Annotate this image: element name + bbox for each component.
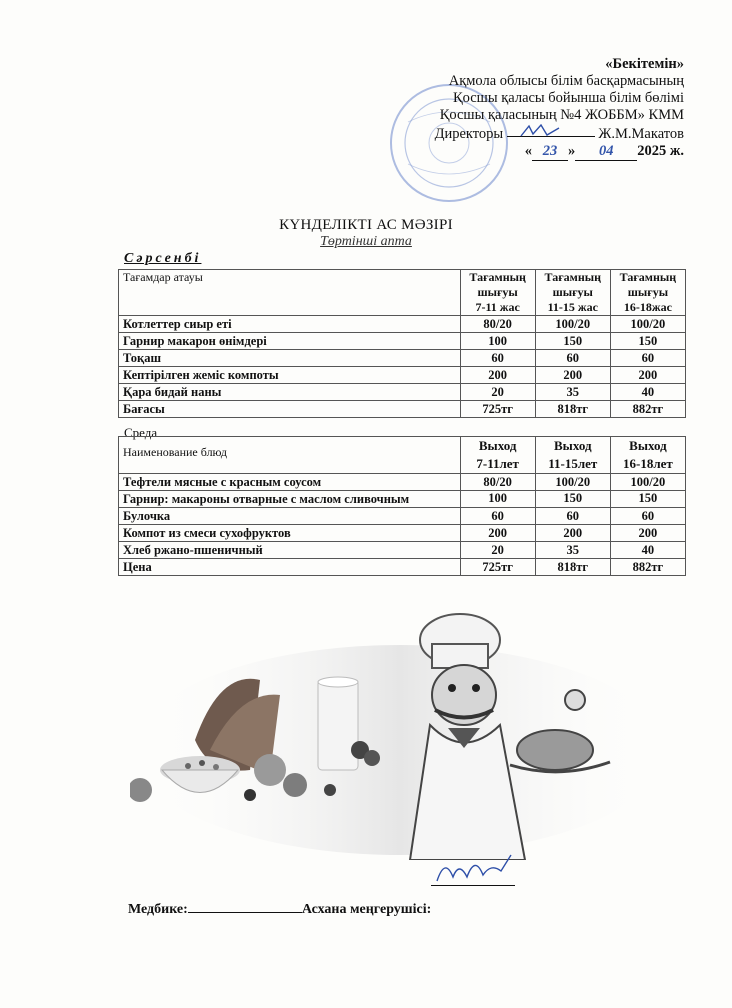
portion: 100 <box>460 333 535 350</box>
menu-table-kz <box>118 269 686 418</box>
price: 818тг <box>535 559 610 576</box>
dish-name: Кептірілген жеміс компоты <box>119 367 461 384</box>
portion: 100/20 <box>535 316 610 333</box>
dish-name: Гарнир: макароны отварные с маслом сливочным <box>119 491 461 508</box>
table-row <box>119 316 686 333</box>
portion: 200 <box>535 367 610 384</box>
portion: 200 <box>460 525 535 542</box>
dish-name: Булочка <box>119 508 461 525</box>
table-row <box>119 525 686 542</box>
price-row <box>119 401 686 418</box>
portion: 20 <box>460 384 535 401</box>
director-name: Ж.М.Макатов <box>598 126 684 142</box>
menu-table-ru <box>118 436 686 576</box>
price: 725тг <box>460 401 535 418</box>
director-label: Директоры <box>434 126 504 142</box>
portion: 150 <box>610 333 685 350</box>
portion: 100/20 <box>535 474 610 491</box>
page-subtitle: Төртінші апта <box>320 234 412 249</box>
dish-name: Котлеттер сиыр еті <box>119 316 461 333</box>
portion: 60 <box>460 508 535 525</box>
portion: 150 <box>535 333 610 350</box>
portion: 35 <box>535 384 610 401</box>
day-label-ru: Среда <box>124 425 158 440</box>
portion: 100/20 <box>610 474 685 491</box>
nurse-label: Медбике: <box>128 902 188 917</box>
portion: 60 <box>610 508 685 525</box>
milk-glass-icon <box>318 677 358 770</box>
portion: 40 <box>610 542 685 559</box>
portion: 200 <box>610 367 685 384</box>
footer-signatures <box>128 873 515 918</box>
portion: 80/20 <box>460 316 535 333</box>
portion: 60 <box>535 350 610 367</box>
table-row <box>119 491 686 508</box>
date-year: 2025 ж. <box>637 143 684 159</box>
portion: 80/20 <box>460 474 535 491</box>
table-row <box>119 367 686 384</box>
price-row <box>119 559 686 576</box>
food-and-chef-illustration <box>130 600 670 860</box>
table-row <box>119 508 686 525</box>
portion: 60 <box>460 350 535 367</box>
date-month: 04 <box>575 143 637 161</box>
portion: 60 <box>610 350 685 367</box>
portion: 200 <box>535 525 610 542</box>
director-line <box>435 124 684 143</box>
dish-name: Қара бидай наны <box>119 384 461 401</box>
approval-block <box>435 56 684 161</box>
nurse-signature-line <box>188 900 302 913</box>
dish-name: Тефтели мясные с красным соусом <box>119 474 461 491</box>
table-row <box>119 474 686 491</box>
price: 725тг <box>460 559 535 576</box>
portion: 200 <box>610 525 685 542</box>
day-label-kz: Сәрсенбі <box>124 251 202 266</box>
column-header-age-3: Тағамның шығуы 16-18жас <box>610 270 685 316</box>
column-header-age-3: Выход 16-18лет <box>610 437 685 474</box>
column-header-age-1: Выход 7-11лет <box>460 437 535 474</box>
page-title: КҮНДЕЛІКТІ АС МӘЗІРІ <box>279 217 453 233</box>
price: 818тг <box>535 401 610 418</box>
portion: 60 <box>535 508 610 525</box>
price-label: Бағасы <box>119 401 461 418</box>
approval-date: « 23 » 04 2025 ж. <box>524 143 684 159</box>
canteen-manager-label: Асхана меңгерушісі: <box>301 902 432 917</box>
table-row <box>119 542 686 559</box>
approval-line: Ақмола облысы білім басқармасының <box>448 73 684 89</box>
column-header-age-2: Выход 11-15лет <box>535 437 610 474</box>
table-row <box>119 333 686 350</box>
approval-line: Қосшы қаласының №4 ЖОББМ» КММ <box>439 107 684 123</box>
director-signature <box>507 124 595 137</box>
table-row <box>119 384 686 401</box>
column-header-age-1: Тағамның шығуы 7-11 жас <box>460 270 535 316</box>
approval-line: Қосшы қаласы бойынша білім бөлімі <box>452 90 684 106</box>
canteen-manager-signature <box>431 873 515 886</box>
column-header-dish: Наименование блюд <box>119 437 461 474</box>
portion: 100/20 <box>610 316 685 333</box>
portion: 100 <box>460 491 535 508</box>
portion: 150 <box>535 491 610 508</box>
column-header-dish: Тағамдар атауы <box>119 270 461 316</box>
portion: 200 <box>460 367 535 384</box>
price-label: Цена <box>119 559 461 576</box>
price: 882тг <box>610 401 685 418</box>
dish-name: Хлеб ржано-пшеничный <box>119 542 461 559</box>
dish-name: Компот из смеси сухофруктов <box>119 525 461 542</box>
dish-name: Гарнир макарон өнімдері <box>119 333 461 350</box>
portion: 35 <box>535 542 610 559</box>
table-row <box>119 350 686 367</box>
approval-heading: «Бекітемін» <box>605 56 684 72</box>
column-header-age-2: Тағамның шығуы 11-15 жас <box>535 270 610 316</box>
portion: 150 <box>610 491 685 508</box>
portion: 20 <box>460 542 535 559</box>
price: 882тг <box>610 559 685 576</box>
dish-name: Тоқаш <box>119 350 461 367</box>
portion: 40 <box>610 384 685 401</box>
date-day: 23 <box>532 143 568 161</box>
